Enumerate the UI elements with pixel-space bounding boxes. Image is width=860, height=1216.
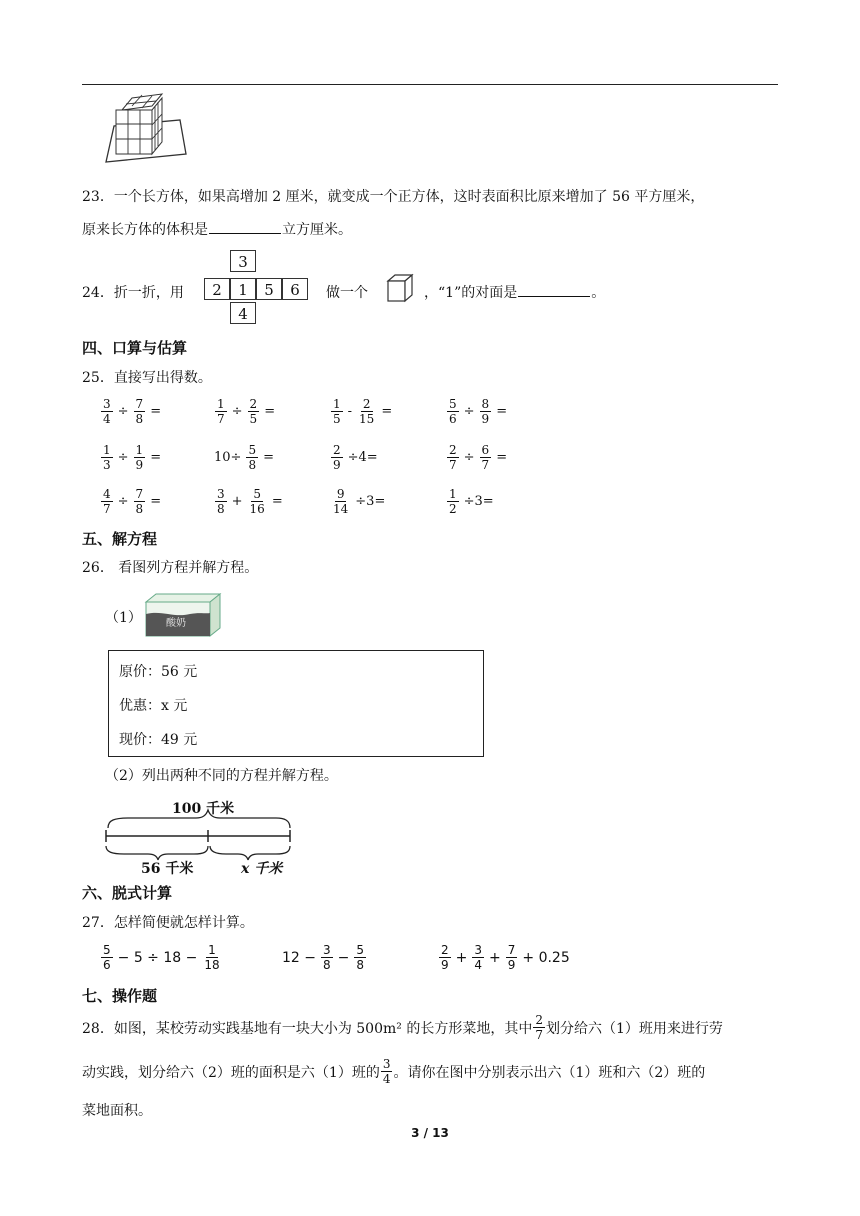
operator: = [264,404,276,419]
header-rule [82,84,778,85]
operator: = [381,404,393,419]
denominator: 7 [449,458,457,472]
fraction [101,488,113,515]
calc-item [100,398,161,425]
fraction [506,944,518,971]
fraction [331,488,350,515]
q25-text: 直接写出得数。 [113,370,212,386]
operator: ÷ [117,404,129,419]
numerator: 5 [253,487,261,501]
q28-text1: 如图，某校劳动实践基地有一块大小为 500m² 的长方形菜地，其中 [113,1020,533,1037]
q26-line [82,557,258,577]
numerator: 3 [103,397,111,411]
q24-text-pre: 折一折，用 [113,285,184,301]
denominator: 9 [481,412,490,426]
denominator: 16 [249,502,265,516]
calc-item [330,398,392,425]
fraction [480,444,492,471]
q23-text3: 立方厘米。 [282,222,352,238]
fraction [439,944,451,971]
denominator: 9 [333,458,341,472]
operator: = [271,494,283,509]
q28-line1 [82,1014,723,1041]
denominator: 4 [474,958,483,972]
denominator: 3 [103,458,111,472]
calc-item [330,444,378,471]
q23-line2 [82,219,352,239]
numerator: 3 [382,1057,391,1071]
denominator: 2 [449,502,457,516]
expr-text: + [455,949,468,966]
operator: ÷4= [347,450,378,465]
denominator: 7 [481,458,490,472]
expr-text: − [337,949,350,966]
expr-text: − 5 ÷ 18 − [117,949,198,966]
calc-item [214,398,275,425]
net-cell-right1: 5 [256,278,282,300]
total-distance-label: 100 千米 [172,801,235,817]
section-5-title: 五、解方程 [82,530,158,548]
numerator: 3 [474,943,483,957]
numerator: 1 [103,443,111,457]
fraction [248,488,267,515]
q23-text1: 一个长方体，如果高增加 2 厘米，就变成一个正方体，这时表面积比原来增加了 56 平方厘米， [113,189,705,205]
fraction [533,1014,545,1041]
operator: = [496,450,508,465]
denominator: 7 [217,412,225,426]
fraction [134,444,146,471]
expr-text: 12 − [282,949,316,966]
numerator: 3 [323,943,331,957]
denominator: 9 [441,958,449,972]
operator: + [231,494,243,509]
fraction [101,444,113,471]
q24-text-mid: 做一个 [326,285,368,301]
denominator: 4 [382,1072,391,1086]
fraction [354,944,366,971]
denominator: 7 [535,1028,543,1042]
q26-part2: （2）列出两种不同的方程并解方程。 [105,768,338,784]
fraction [331,398,343,425]
operator: = [496,404,508,419]
fraction [480,398,492,425]
q24-tail [424,282,605,302]
fraction [321,944,333,971]
denominator: 8 [356,958,365,972]
operator: ÷ [463,404,475,419]
denominator: 9 [135,458,144,472]
fraction [447,488,459,515]
numerator: 7 [135,397,144,411]
q24-answer-blank[interactable] [518,282,590,297]
numerator: 5 [103,943,111,957]
current-price: 现价：49 元 [119,732,198,748]
q28-line2 [82,1058,705,1085]
q24-number: 24． [82,285,114,301]
q28-text4: 。请你在图中分别表示出六（1）班和六（2）班的 [393,1064,706,1081]
fraction [248,398,260,425]
operator: = [150,450,162,465]
denominator: 18 [204,958,220,972]
numerator: 9 [336,487,345,501]
numerator: 1 [208,943,216,957]
fraction [331,444,343,471]
q28-number: 28． [82,1020,114,1037]
q27-expr-1 [100,944,223,971]
fraction [447,444,459,471]
q28-text2: 划分给六（1）班用来进行劳 [545,1020,723,1037]
fraction [357,398,376,425]
page-number: 3 / 13 [411,1126,449,1140]
discount: 优惠：x 元 [119,698,188,714]
section-4-title: 四、口算与估算 [82,339,188,357]
denominator: 8 [217,502,225,516]
numerator: 1 [449,487,457,501]
denominator: 8 [248,458,257,472]
q25-line [82,367,212,387]
q23-answer-blank[interactable] [209,219,281,234]
calc-item [214,488,283,515]
price-info-box [108,650,484,757]
numerator: 7 [507,943,516,957]
net-cell-bottom: 4 [230,302,256,324]
denominator: 6 [449,412,457,426]
q24-line [82,282,184,302]
fraction [447,398,459,425]
calc-item [100,444,161,471]
cube-stack-figure [100,92,190,168]
denominator: 6 [103,958,111,972]
calc-item [446,444,507,471]
numerator: 1 [217,397,225,411]
unknown-distance-label: x 千米 [241,861,283,877]
net-cell-left: 2 [204,278,230,300]
numerator: 8 [481,397,490,411]
numerator: 2 [362,397,371,411]
numerator: 2 [535,1013,543,1027]
numerator: 5 [356,943,365,957]
fraction [215,398,227,425]
operator: ÷ [231,404,243,419]
q27-line [82,912,254,932]
fraction [381,1058,393,1085]
q26-part1-label: （1） [105,610,142,626]
q28-line3: 菜地面积。 [82,1103,152,1119]
fraction [246,444,258,471]
original-price: 原价：56 元 [119,664,198,680]
operator: - [347,404,353,419]
numerator: 5 [449,397,457,411]
numerator: 6 [481,443,490,457]
calc-item [446,398,507,425]
operator: ÷3= [355,494,386,509]
numerator: 2 [333,443,341,457]
calc-item [446,488,494,515]
operator: 10÷ [214,450,242,465]
cube-net-figure [204,250,308,328]
fraction [101,944,113,971]
calc-item [100,488,161,515]
numerator: 7 [135,487,144,501]
numerator: 3 [217,487,225,501]
operator: = [263,450,274,465]
denominator: 9 [507,958,516,972]
fraction [134,398,146,425]
q25-number: 25． [82,370,114,386]
fraction [134,488,146,515]
operator: = [150,494,162,509]
q24-text-end: 。 [591,285,606,301]
net-cell-top: 3 [230,250,256,272]
operator: ÷ [117,450,129,465]
net-cell-right2: 6 [282,278,308,300]
denominator: 5 [249,412,258,426]
fraction [215,488,227,515]
expr-text: + 0.25 [522,949,570,966]
denominator: 4 [103,412,111,426]
q23-line1 [82,186,704,206]
q23-number: 23． [82,189,114,205]
cube-icon [385,272,415,304]
numerator: 2 [449,443,457,457]
section-7-title: 七、操作题 [82,987,158,1005]
fraction [101,398,113,425]
operator: ÷ [463,450,475,465]
numerator: 5 [248,443,257,457]
q23-text2: 原来长方体的体积是 [82,222,208,238]
numerator: 2 [249,397,258,411]
section-6-title: 六、脱式计算 [82,884,173,902]
q24-text-post: ，“1”的对面是 [424,285,518,301]
fraction [202,944,221,971]
numerator: 1 [135,443,144,457]
denominator: 8 [135,502,144,516]
q27-expr-2 [282,944,367,971]
expr-text: + [489,949,501,966]
calc-item [214,444,274,471]
denominator: 15 [359,412,375,426]
yogurt-label: 酸奶 [166,618,186,629]
q24-mid [326,282,368,302]
calc-item [330,488,385,515]
denominator: 5 [333,412,341,426]
fraction [472,944,484,971]
q27-expr-3 [438,944,570,971]
operator: ÷3= [463,494,494,509]
numerator: 1 [333,397,341,411]
denominator: 7 [103,502,111,516]
q26-number: 26． [82,560,114,576]
net-cell-center: 1 [230,278,256,300]
q27-number: 27． [82,915,114,931]
numerator: 4 [103,487,111,501]
denominator: 8 [135,412,144,426]
numerator: 2 [441,943,449,957]
q27-text: 怎样简便就怎样计算。 [113,915,254,931]
operator: = [150,404,162,419]
known-distance-label: 56 千米 [141,861,194,877]
q26-text: 看图列方程并解方程。 [113,560,259,576]
q28-text3: 动实践，划分给六（2）班的面积是六（1）班的 [82,1064,380,1081]
denominator: 14 [333,502,349,516]
denominator: 8 [323,958,331,972]
operator: ÷ [117,494,129,509]
